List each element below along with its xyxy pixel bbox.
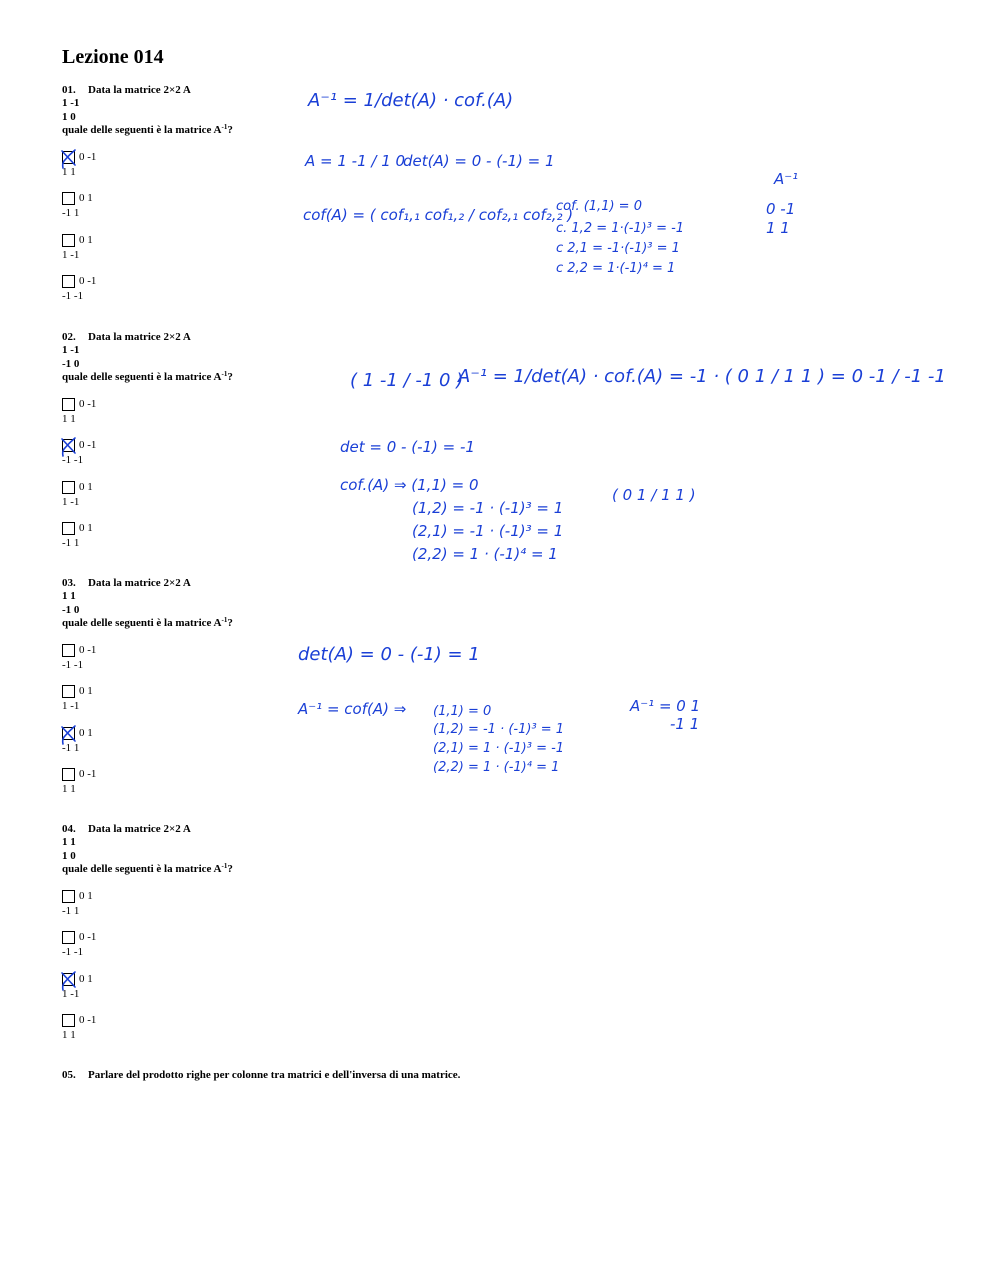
- matrix-row: 1 -1: [62, 344, 80, 357]
- answer-checkbox[interactable]: [62, 1014, 75, 1027]
- handwritten-inverse-row: 1 1: [766, 219, 790, 237]
- answer-option[interactable]: [62, 726, 442, 767]
- handwritten-determinant: det(A) = 0 - (-1) = 1: [298, 644, 480, 665]
- option-row: -1 -1: [62, 454, 84, 467]
- matrix-row: -1 0: [62, 357, 80, 370]
- option-list: [62, 150, 442, 315]
- question-number: 05.: [62, 1069, 76, 1081]
- option-row: 1 1: [62, 1029, 76, 1042]
- question-text: Data la matrice 2×2 A: [88, 577, 191, 589]
- matrix-row: 1 0: [62, 849, 76, 862]
- option-row: 0 -1: [79, 931, 97, 944]
- handwritten-cofactor: (1,2) = -1 · (-1)³ = 1: [433, 722, 565, 737]
- superscript: -1: [221, 615, 228, 624]
- option-row: 1 -1: [62, 248, 80, 261]
- matrix-row: 1 1: [62, 836, 76, 849]
- handwritten-determinant: det = 0 - (-1) = -1: [340, 438, 475, 456]
- handwritten-inverse-row: A⁻¹ = 0 1: [630, 697, 701, 715]
- handwritten-inverse-row: 0 -1: [766, 200, 796, 218]
- question-1: [62, 84, 442, 315]
- option-row: 0 -1: [79, 768, 97, 781]
- handwritten-cofactor-matrix: cof(A) = ( cof₁,₁ cof₁,₂ / cof₂,₁ cof₂,₂ ): [303, 206, 574, 224]
- matrix-row: 1 0: [62, 110, 76, 123]
- option-row: 0 1: [79, 233, 93, 246]
- handwritten-cofactor: c. 1,2 = 1·(-1)³ = -1: [556, 221, 685, 236]
- question-text: Data la matrice 2×2 A: [88, 823, 191, 835]
- option-row: 0 -1: [79, 398, 97, 411]
- answer-option[interactable]: [62, 1013, 442, 1054]
- option-row: -1 1: [62, 207, 80, 220]
- option-row: 0 -1: [79, 644, 97, 657]
- answer-checkbox[interactable]: [62, 398, 75, 411]
- question-header: 04. Data la matrice 2×2 A 1 1 1 0 quale delle seguenti è la matrice $A^{-1}$?: [62, 823, 442, 876]
- option-list: [62, 643, 442, 808]
- handwritten-matrix: A = 1 -1 / 1 0: [305, 152, 406, 170]
- option-row: 0 1: [79, 726, 93, 739]
- handwritten-inverse-formula: A⁻¹ = 1/det(A) · cof.(A) = -1 · ( 0 1 / 1 1 ) = 0 -1 / -1 -1: [458, 366, 946, 387]
- question-ask: quale delle seguenti è la matrice A: [62, 370, 222, 383]
- handwritten-cofactor-matrix: ( 0 1 / 1 1 ): [612, 486, 696, 504]
- option-row: 0 -1: [79, 275, 97, 288]
- question-text: Parlare del prodotto righe per colonne tra matrici e dell'inversa di una matrice.: [88, 1069, 461, 1081]
- answer-option[interactable]: [62, 972, 442, 1013]
- question-5: [62, 1069, 460, 1081]
- option-row: 0 -1: [79, 1014, 97, 1027]
- question-number: 01.: [62, 84, 76, 96]
- option-row: 0 1: [79, 522, 93, 535]
- question-ask: quale delle seguenti è la matrice A: [62, 616, 222, 629]
- superscript: -1: [221, 122, 228, 131]
- option-row: -1 -1: [62, 946, 84, 959]
- answer-checkbox[interactable]: [62, 481, 75, 494]
- option-row: 0 1: [79, 972, 93, 985]
- option-row: -1 -1: [62, 290, 84, 303]
- answer-checkbox[interactable]: [62, 890, 75, 903]
- question-number: 04.: [62, 823, 76, 835]
- handwritten-matrix: ( 1 -1 / -1 0 ): [350, 370, 464, 391]
- handwritten-cofactor: (2,2) = 1 · (-1)⁴ = 1: [433, 760, 560, 775]
- option-row: 1 1: [62, 783, 76, 796]
- handwritten-cofactor: (2,2) = 1 · (-1)⁴ = 1: [412, 545, 558, 563]
- handwritten-cofactor: c 2,1 = -1·(-1)³ = 1: [556, 241, 680, 256]
- handwritten-determinant: det(A) = 0 - (-1) = 1: [403, 152, 555, 170]
- option-row: 1 -1: [62, 495, 80, 508]
- option-row: 1 -1: [62, 987, 80, 1000]
- answer-option[interactable]: [62, 274, 442, 315]
- option-row: 0 -1: [79, 151, 97, 164]
- question-ask: quale delle seguenti è la matrice A: [62, 123, 222, 136]
- handwritten-cofactor: (2,1) = 1 · (-1)³ = -1: [433, 741, 565, 756]
- answer-option[interactable]: [62, 397, 442, 438]
- question-3: [62, 577, 442, 808]
- option-row: 1 -1: [62, 700, 80, 713]
- question-text: Data la matrice 2×2 A: [88, 331, 191, 343]
- handwritten-cofactor: c 2,2 = 1·(-1)⁴ = 1: [556, 261, 676, 276]
- question-number: 02.: [62, 331, 76, 343]
- handwritten-cofactor: (1,1) = 0: [433, 704, 492, 719]
- handwritten-cofactor: (1,2) = -1 · (-1)³ = 1: [412, 499, 564, 517]
- superscript: -1: [221, 369, 228, 378]
- answer-checkbox[interactable]: [62, 768, 75, 781]
- option-row: 0 1: [79, 480, 93, 493]
- option-row: -1 1: [62, 537, 80, 550]
- answer-option[interactable]: [62, 233, 442, 274]
- answer-option[interactable]: [62, 767, 442, 808]
- option-row: 1 1: [62, 413, 76, 426]
- question-header: 02. Data la matrice 2×2 A 1 -1 -1 0 quale delle seguenti è la matrice $A^{-1}$?: [62, 331, 442, 384]
- answer-checkbox[interactable]: [62, 522, 75, 535]
- option-row: 0 1: [79, 890, 93, 903]
- question-number: 03.: [62, 577, 76, 589]
- question-4: [62, 823, 442, 1054]
- handwritten-cofactor: cof. (1,1) = 0: [556, 199, 642, 214]
- option-row: -1 1: [62, 905, 80, 918]
- handwritten-cofactor: cof.(A) ⇒ (1,1) = 0: [340, 476, 479, 494]
- answer-checkbox[interactable]: [62, 685, 75, 698]
- matrix-row: 1 1: [62, 590, 76, 603]
- handwritten-inverse-formula: A⁻¹ = cof(A) ⇒: [298, 700, 407, 718]
- answer-option[interactable]: [62, 521, 442, 562]
- superscript: -1: [221, 861, 228, 870]
- handwritten-cofactor: (2,1) = -1 · (-1)³ = 1: [412, 522, 564, 540]
- question-text: Data la matrice 2×2 A: [88, 84, 191, 96]
- answer-checkbox[interactable]: [62, 234, 75, 247]
- option-list: [62, 889, 442, 1054]
- answer-checkbox[interactable]: [62, 644, 75, 657]
- answer-checkbox[interactable]: [62, 931, 75, 944]
- option-row: 0 -1: [79, 439, 97, 452]
- question-header: 03. Data la matrice 2×2 A 1 1 -1 0 quale delle seguenti è la matrice $A^{-1}$?: [62, 577, 442, 630]
- matrix-row: 1 -1: [62, 97, 80, 110]
- answer-checkbox[interactable]: [62, 275, 75, 288]
- option-row: -1 1: [62, 741, 80, 754]
- question-header: 01. Data la matrice 2×2 A 1 -1 1 0 quale delle seguenti è la matrice $A^{-1}$?: [62, 84, 442, 137]
- option-row: 0 1: [79, 192, 93, 205]
- handwritten-inverse-formula: A⁻¹ = 1/det(A) · cof.(A): [308, 90, 514, 111]
- answer-option[interactable]: [62, 889, 442, 930]
- answer-option[interactable]: [62, 930, 442, 971]
- matrix-row: -1 0: [62, 603, 80, 616]
- option-row: 1 1: [62, 166, 76, 179]
- question-ask: quale delle seguenti è la matrice A: [62, 862, 222, 875]
- page-title: Lezione 014: [62, 46, 164, 68]
- option-row: 0 1: [79, 685, 93, 698]
- handwritten-inverse-row: -1 1: [670, 715, 700, 733]
- handwritten-inverse-label: A⁻¹: [774, 170, 799, 188]
- option-row: -1 -1: [62, 659, 84, 672]
- answer-checkbox[interactable]: [62, 192, 75, 205]
